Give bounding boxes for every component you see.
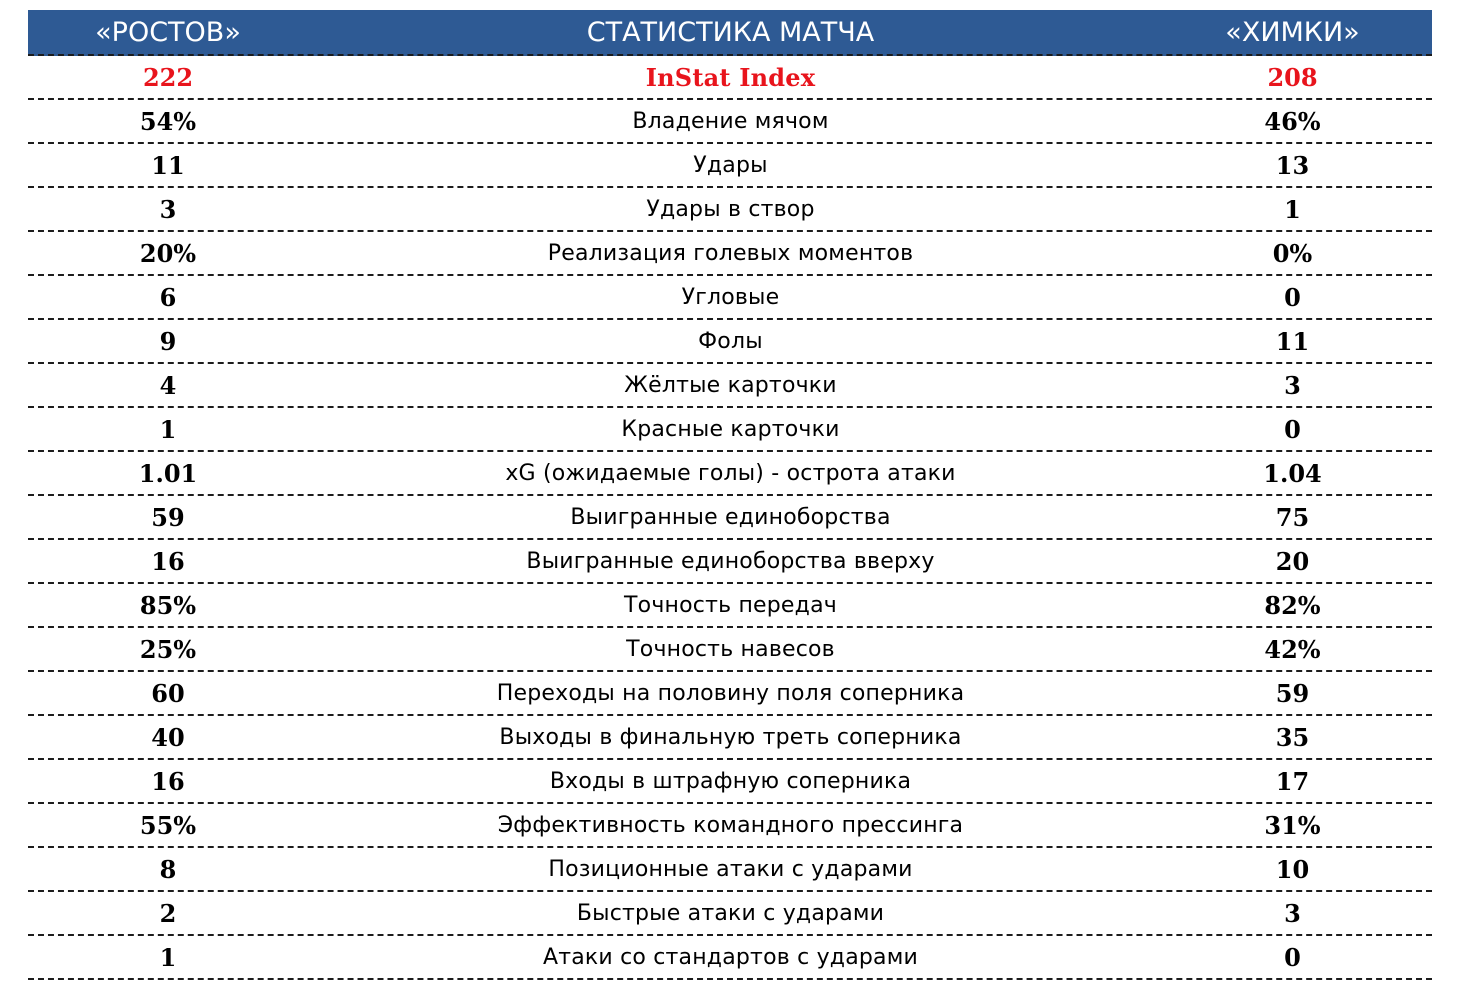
home-stat-value: 40 — [151, 722, 185, 752]
away-stat-value: 1 — [1284, 194, 1301, 224]
away-stat-value: 42% — [1264, 634, 1321, 664]
home-stat-value: 16 — [151, 546, 185, 576]
away-stat-value: 59 — [1275, 678, 1310, 708]
stat-label: Позиционные атаки с ударами — [548, 856, 913, 882]
home-stat-value: 85% — [139, 590, 197, 620]
home-stat-value: 59 — [151, 502, 185, 532]
stat-row — [28, 452, 1432, 496]
home-stat-value: 1 — [159, 414, 177, 444]
instat-index-label: InStat Index — [645, 62, 816, 92]
home-stat-value: 1.01 — [138, 458, 198, 488]
away-team-name: «ХИМКИ» — [1225, 16, 1360, 48]
stat-row — [28, 628, 1432, 672]
home-stat-value: 3 — [159, 194, 177, 224]
stat-label: Выигранные единоборства — [570, 504, 891, 530]
table-title: СТАТИСТИКА МАТЧА — [586, 16, 875, 48]
stat-row — [28, 364, 1432, 408]
stat-row — [28, 144, 1432, 188]
stat-row — [28, 232, 1432, 276]
away-instat-index: 208 — [1267, 62, 1318, 92]
stat-label: Реализация голевых моментов — [547, 240, 914, 266]
away-stat-value: 20 — [1275, 546, 1310, 576]
away-stat-value: 35 — [1275, 722, 1310, 752]
table-header — [28, 10, 1432, 56]
home-stat-value: 16 — [151, 766, 185, 796]
away-stat-value: 3 — [1284, 370, 1301, 400]
stat-row — [28, 892, 1432, 936]
stat-row — [28, 936, 1432, 980]
away-stat-value: 82% — [1264, 590, 1321, 620]
away-stat-value: 31% — [1264, 810, 1321, 840]
stat-row — [28, 540, 1432, 584]
away-stat-value: 0 — [1284, 414, 1301, 444]
away-stat-value: 0% — [1272, 238, 1313, 268]
stat-row — [28, 100, 1432, 144]
stat-label: Точность навесов — [626, 636, 835, 662]
home-stat-value: 4 — [159, 370, 177, 400]
home-stat-value: 6 — [159, 282, 177, 312]
home-stat-value: 25% — [139, 634, 197, 664]
stat-row — [28, 804, 1432, 848]
stat-row — [28, 716, 1432, 760]
home-team-name: «РОСТОВ» — [95, 16, 241, 48]
stat-label: Переходы на половину поля соперника — [496, 680, 965, 706]
away-stat-value: 11 — [1275, 326, 1310, 356]
stat-label: xG (ожидаемые голы) - острота атаки — [505, 460, 956, 486]
home-stat-value: 20% — [139, 238, 197, 268]
stat-label: Атаки со стандартов с ударами — [542, 944, 919, 970]
stat-label: Владение мячом — [632, 108, 829, 134]
away-stat-value: 1.04 — [1263, 458, 1322, 488]
stat-label: Удары в створ — [646, 196, 815, 222]
stat-label: Выигранные единоборства вверху — [526, 548, 935, 574]
stat-row — [28, 584, 1432, 628]
home-stat-value: 8 — [159, 854, 177, 884]
away-stat-value: 46% — [1264, 106, 1321, 136]
stat-rows — [28, 100, 1432, 980]
stat-row — [28, 496, 1432, 540]
home-instat-index: 222 — [142, 62, 194, 92]
stat-row — [28, 672, 1432, 716]
away-stat-value: 10 — [1275, 854, 1310, 884]
stat-label: Быстрые атаки с ударами — [576, 900, 885, 926]
home-stat-value: 11 — [151, 150, 185, 180]
home-stat-value: 55% — [139, 810, 197, 840]
stat-label: Выходы в финальную треть соперника — [499, 724, 962, 750]
away-stat-value: 0 — [1284, 942, 1301, 972]
away-stat-value: 13 — [1275, 150, 1310, 180]
stat-label: Эффективность командного прессинга — [497, 812, 964, 838]
stat-label: Входы в штрафную соперника — [549, 768, 912, 794]
away-stat-value: 17 — [1275, 766, 1310, 796]
stat-row — [28, 760, 1432, 804]
stat-row — [28, 848, 1432, 892]
away-stat-value: 3 — [1284, 898, 1301, 928]
home-stat-value: 2 — [159, 898, 177, 928]
stat-row — [28, 188, 1432, 232]
stat-label: Красные карточки — [621, 416, 840, 442]
match-stats-table — [28, 10, 1432, 980]
home-stat-value: 60 — [151, 678, 185, 708]
stat-row — [28, 276, 1432, 320]
stat-row — [28, 408, 1432, 452]
instat-index-row — [28, 56, 1432, 100]
stat-label: Фолы — [698, 328, 763, 354]
stat-row — [28, 320, 1432, 364]
home-stat-value: 9 — [159, 326, 177, 356]
home-stat-value: 54% — [139, 106, 197, 136]
stat-label: Точность передач — [624, 592, 837, 618]
stat-label: Жёлтые карточки — [624, 372, 837, 398]
away-stat-value: 75 — [1275, 502, 1310, 532]
away-stat-value: 0 — [1284, 282, 1301, 312]
stat-label: Угловые — [681, 284, 780, 310]
home-stat-value: 1 — [159, 942, 177, 972]
stat-label: Удары — [693, 152, 768, 178]
